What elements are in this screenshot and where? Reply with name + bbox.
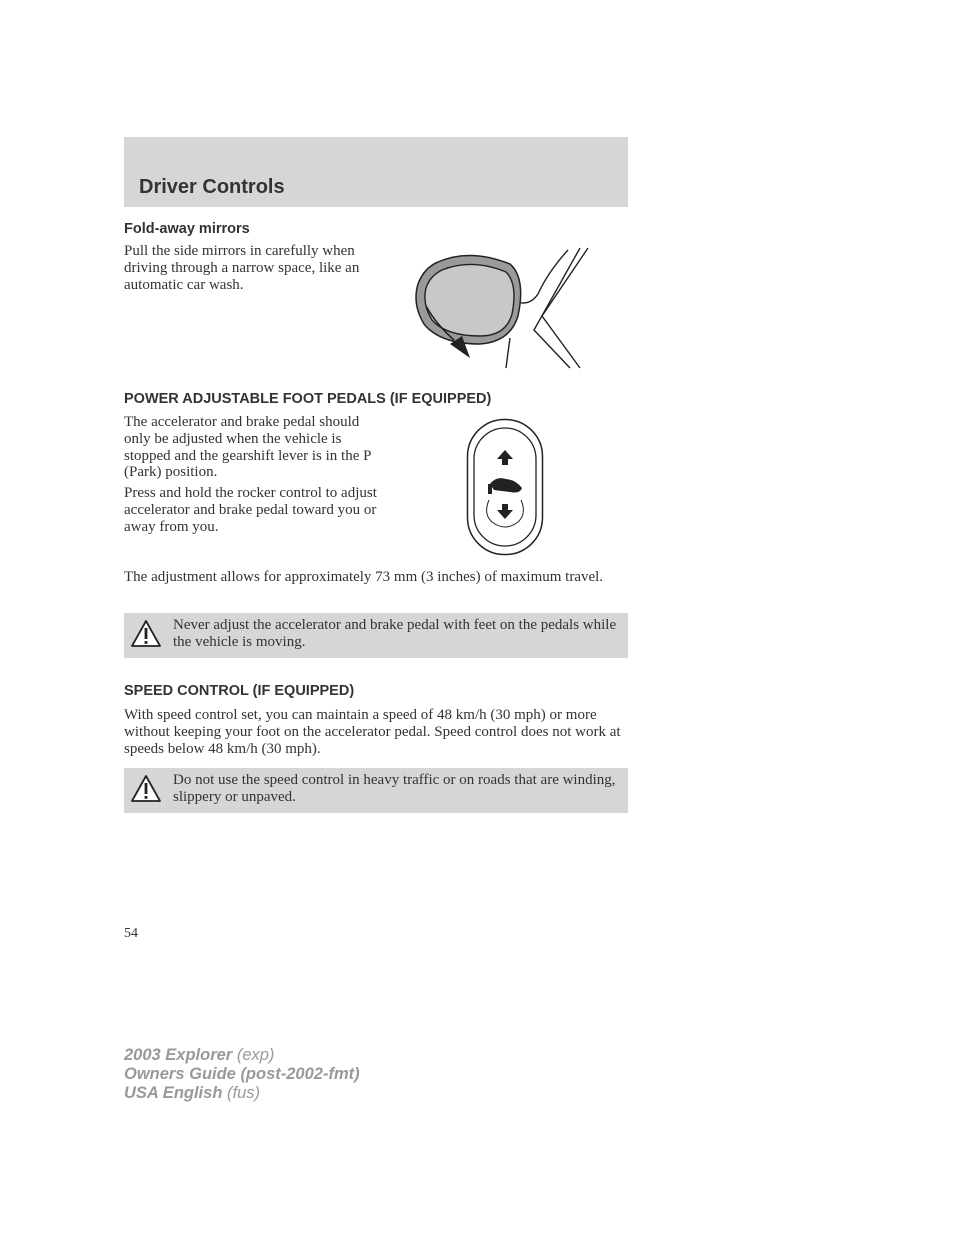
pedals-para-3: The adjustment allows for approximately 73 mm (3 inches) of maximum travel. <box>124 569 604 585</box>
warning-text-speed: Do not use the speed control in heavy traffic or on roads that are winding, slippery or unpaved. <box>173 772 616 805</box>
pedal-rocker-switch-illustration <box>466 418 544 556</box>
pedals-para-2: Press and hold the rocker control to adjust accelerator and brake pedal toward you or away from you. <box>124 485 377 535</box>
warning-triangle-icon <box>130 619 162 649</box>
mirrors-heading: Fold-away mirrors <box>124 221 250 237</box>
footer-line-3: USA English (fus) <box>124 1084 260 1102</box>
footer-line-2: Owners Guide (post-2002-fmt) <box>124 1065 360 1083</box>
document-footer <box>124 1046 360 1103</box>
mirror-illustration <box>410 244 595 372</box>
footer-line-1: 2003 Explorer (exp) <box>124 1046 275 1064</box>
pedals-heading: POWER ADJUSTABLE FOOT PEDALS (IF EQUIPPED) <box>124 391 492 407</box>
warning-text-pedals: Never adjust the accelerator and brake pedal with feet on the pedals while the vehicle is moving. <box>173 617 617 650</box>
warning-box-speed <box>124 768 628 813</box>
speed-control-para-1: With speed control set, you can maintain a speed of 48 km/h (30 mph) or more without keeping your foot on the accelerator pedal. Speed control does not work at speeds below 48 km/h (30 mph). <box>124 707 621 757</box>
pedals-para-1: The accelerator and brake pedal should only be adjusted when the vehicle is stopped and the gearshift lever is in the P (Park) position. <box>124 414 371 481</box>
warning-triangle-icon <box>130 774 162 804</box>
page-title: Driver Controls <box>139 176 285 198</box>
speed-control-heading: SPEED CONTROL (IF EQUIPPED) <box>124 683 355 699</box>
mirrors-text: Pull the side mirrors in carefully when driving through a narrow space, like an automatic car wash. <box>124 243 360 293</box>
warning-box-pedals <box>124 613 628 658</box>
page-number: 54 <box>124 926 138 941</box>
